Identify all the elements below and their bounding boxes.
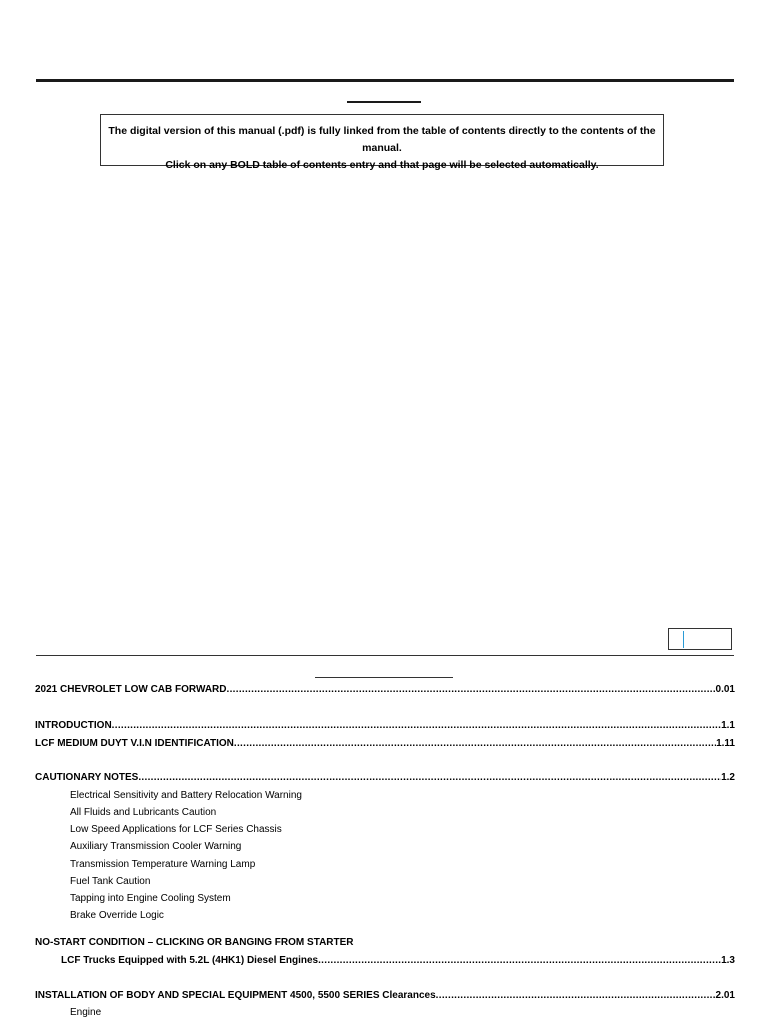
toc-entry-page: 1.2	[721, 772, 735, 783]
toc-entry-low-cab-forward[interactable]	[35, 683, 735, 697]
notice-line-1: The digital version of this manual (.pdf) is fully linked from the table of contents directly to the contents of the manual.	[108, 125, 656, 154]
toc-title-underline	[315, 677, 453, 678]
toc-entry-introduction[interactable]	[35, 719, 735, 733]
text-cursor	[683, 631, 684, 648]
toc-entry-diesel-engines[interactable]	[61, 954, 735, 968]
toc-leader	[112, 719, 721, 733]
header-rule	[36, 79, 734, 82]
toc-entry-page: 1.11	[716, 738, 735, 749]
toc-entry-vin-identification[interactable]	[35, 737, 735, 751]
toc-entry-page: 1.3	[721, 955, 735, 966]
toc-subitem: Electrical Sensitivity and Battery Relocation Warning	[70, 790, 302, 801]
toc-subitem: Low Speed Applications for LCF Series Chassis	[70, 824, 282, 835]
toc-subitem: Auxiliary Transmission Cooler Warning	[70, 841, 242, 852]
toc-subitem: Brake Override Logic	[70, 910, 164, 921]
toc-entry-title: INSTALLATION OF BODY AND SPECIAL EQUIPMENT 4500, 5500 SERIES Clearances	[35, 990, 436, 1001]
toc-subitem: Tapping into Engine Cooling System	[70, 893, 231, 904]
toc-leader	[227, 683, 716, 697]
section-rule	[36, 655, 734, 656]
toc-leader	[318, 954, 721, 968]
toc-subitem: All Fluids and Lubricants Caution	[70, 807, 217, 818]
toc-entry-title: 2021 CHEVROLET LOW CAB FORWARD	[35, 684, 227, 695]
toc-leader	[138, 771, 721, 785]
toc-entry-body-installation[interactable]	[35, 989, 735, 1003]
toc-entry-page: 2.01	[715, 990, 735, 1001]
toc-subitem: Transmission Temperature Warning Lamp	[70, 859, 256, 870]
toc-entry-page: 1.1	[721, 720, 735, 731]
toc-entry-cautionary-notes[interactable]	[35, 771, 735, 785]
page-number-input[interactable]	[668, 628, 732, 650]
toc-entry-page: 0.01	[715, 684, 735, 695]
toc-entry-title: NO-START CONDITION – CLICKING OR BANGING FROM STARTER	[35, 937, 354, 948]
toc-heading-no-start-condition[interactable]	[35, 936, 735, 950]
toc-entry-title: LCF MEDIUM DUYT V.I.N IDENTIFICATION	[35, 738, 234, 749]
toc-leader	[234, 737, 716, 751]
toc-entry-title: LCF Trucks Equipped with 5.2L (4HK1) Diesel Engines	[61, 955, 319, 966]
title-underline	[347, 101, 421, 103]
toc-entry-title: CAUTIONARY NOTES	[35, 772, 139, 783]
pdf-link-notice	[100, 114, 664, 171]
toc-entry-title: INTRODUCTION	[35, 720, 112, 731]
notice-line-2: Click on any BOLD table of contents entry and that page will be selected automatically.	[165, 159, 599, 171]
toc-subitem: Engine	[70, 1007, 102, 1018]
toc-leader	[436, 989, 716, 1003]
toc-subitem: Fuel Tank Caution	[70, 876, 151, 887]
